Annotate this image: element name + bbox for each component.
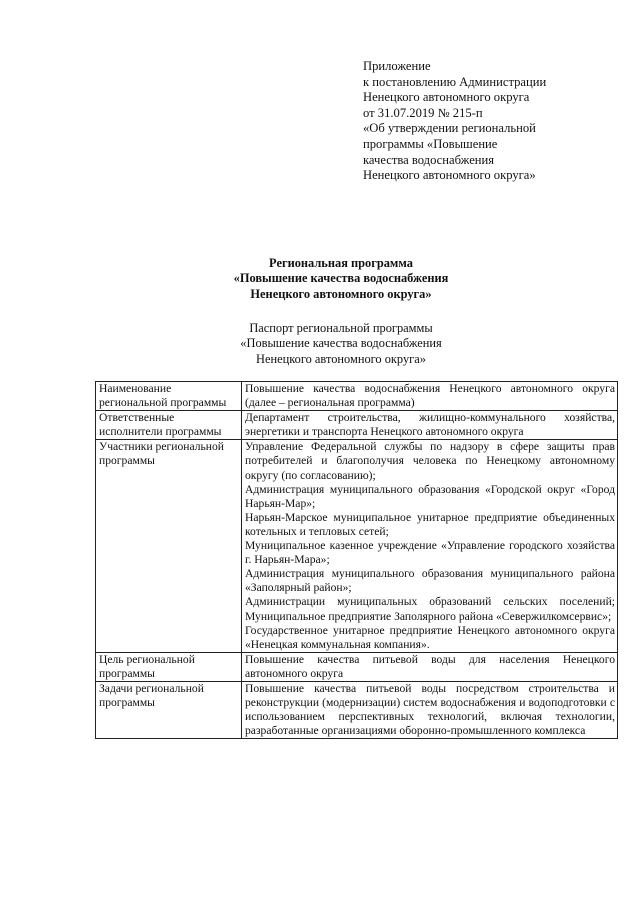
row-label: Ответственные исполнители программы	[96, 411, 242, 440]
row-value	[242, 652, 618, 681]
title-line: Ненецкого автономного округа»	[250, 286, 432, 301]
program-title	[0, 256, 640, 302]
value-paragraph: Нарьян-Марское муниципальное унитарное предприятие объединенных котельных и тепловых сетей;	[245, 510, 615, 538]
passport-table	[95, 381, 618, 739]
table-row	[96, 411, 618, 440]
table-row	[96, 382, 618, 411]
appendix-line: Ненецкого автономного округа	[363, 90, 530, 105]
row-value	[242, 440, 618, 652]
table-row	[96, 652, 618, 681]
appendix-line: программы «Повышение	[363, 136, 498, 151]
row-value	[242, 411, 618, 440]
row-label: Задачи региональной программы	[96, 681, 242, 738]
value-paragraph: Департамент строительства, жилищно-коммунального хозяйства, энергетики и транспорта Ненецкого автономного округа	[245, 411, 615, 439]
row-label: Цель региональной программы	[96, 652, 242, 681]
subtitle-line: Ненецкого автономного округа»	[256, 351, 426, 366]
row-label: Наименование региональной программы	[96, 382, 242, 411]
appendix-line: от 31.07.2019 № 215-п	[363, 105, 483, 120]
appendix-line: Приложение	[363, 59, 431, 73]
table-row	[96, 681, 618, 738]
appendix-line: «Об утверждении региональной	[363, 121, 536, 136]
table-row	[96, 440, 618, 652]
title-line: «Повышение качества водоснабжения	[233, 271, 449, 286]
value-paragraph: Управление Федеральной службы по надзору в сфере защиты прав потребителей и благополучия человека по Ненецкому автономному округу (по согласованию);	[245, 440, 615, 482]
appendix-line: Ненецкого автономного округа»	[363, 168, 536, 183]
value-paragraph: Администрация муниципального образования муниципального района «Заполярный район»;	[245, 567, 615, 595]
value-paragraph: Повышение качества питьевой воды для населения Ненецкого автономного округа	[245, 652, 615, 680]
value-paragraph: Повышение качества питьевой воды посредством строительства и реконструкции (модернизации) систем водоснабжения и водоподготовки с использованием перспективных технологий, включая технологии, разработанные организациями оборонно-промышленного комплекса	[245, 681, 615, 738]
appendix-block	[363, 59, 546, 184]
value-paragraph: Муниципальное казенное учреждение «Управление городского хозяйства г. Нарьян-Мара»;	[245, 539, 615, 567]
passport-heading	[0, 321, 640, 367]
value-paragraph: Администрации муниципальных образований сельских поселений;	[245, 595, 615, 609]
subtitle-line: «Повышение качества водоснабжения	[240, 336, 442, 351]
row-value	[242, 382, 618, 411]
value-paragraph: Муниципальное предприятие Заполярного района «Севержилкомсервис»;	[245, 609, 612, 623]
value-paragraph: Государственное унитарное предприятие Ненецкого автономного округа «Ненецкая коммунальная компания».	[245, 623, 615, 651]
title-line: Региональная программа	[269, 256, 413, 270]
subtitle-line: Паспорт региональной программы	[249, 321, 433, 335]
value-paragraph: Повышение качества водоснабжения Ненецкого автономного округа (далее – региональная программа)	[245, 382, 615, 410]
appendix-line: к постановлению Администрации	[363, 74, 547, 89]
row-label: Участники региональной программы	[96, 440, 242, 652]
row-value	[242, 681, 618, 738]
value-paragraph: Администрация муниципального образования «Городской округ «Город Нарьян-Мар»;	[245, 482, 615, 510]
appendix-line: качества водоснабжения	[363, 152, 495, 167]
